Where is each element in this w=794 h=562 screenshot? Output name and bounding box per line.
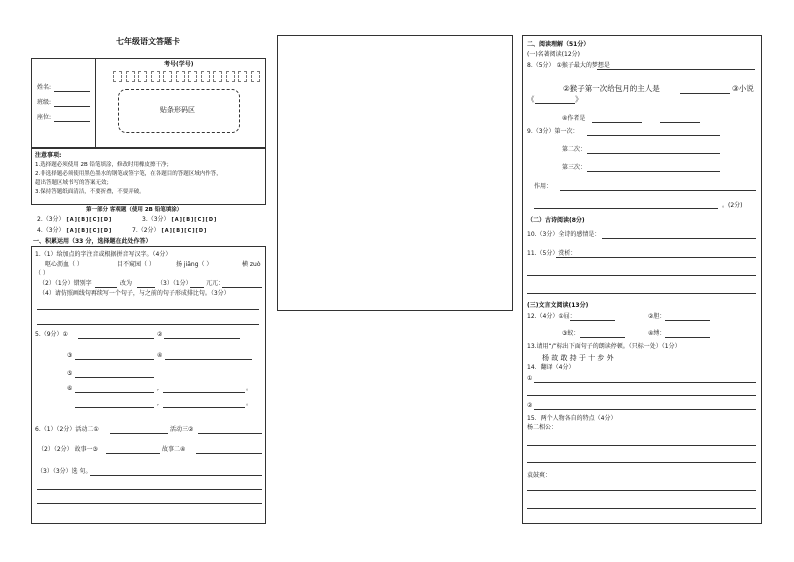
q10-field[interactable] — [602, 238, 756, 239]
q4-label — [37, 227, 112, 235]
q8-book-close: 》 — [575, 95, 583, 104]
q6-2-field-a[interactable] — [106, 453, 160, 454]
sub2-heading: （二）古诗阅读(8分) — [527, 217, 585, 224]
q5-field-7[interactable] — [163, 392, 245, 393]
q1-4-line-2[interactable] — [37, 324, 259, 325]
q5-m3: ③ — [67, 352, 73, 359]
note-line-1: 1.选择题必须使用 2B 铅笔填涂，修改时用橡皮擦干净； — [35, 162, 173, 168]
q11-line-3[interactable] — [527, 293, 756, 294]
seat-field[interactable] — [54, 121, 90, 122]
q13-sentence[interactable]: 杨 故 敢 持 于 十 步 外 — [542, 354, 614, 362]
q6-1-field-b[interactable] — [198, 433, 262, 434]
q8-field-1[interactable] — [597, 69, 755, 70]
q6-1-label: 6.（1）（2分）活动二① — [35, 426, 99, 433]
q9-field-3[interactable] — [587, 171, 720, 172]
q5-period-1: 。 — [246, 385, 253, 392]
q5-period-2: 。 — [246, 400, 253, 407]
q15-line-3[interactable] — [527, 490, 756, 491]
q6-3-label: （3）（3分）选 句。 — [37, 468, 92, 475]
q12-field-4[interactable] — [665, 337, 710, 338]
q15-line-4[interactable] — [527, 508, 756, 509]
q1-4-text: （4）请仿照画线句再续写一个句子，与之前的句子形成排比句。（3分） — [39, 290, 230, 297]
q5-field-6[interactable] — [75, 392, 154, 393]
q5-field-4[interactable] — [165, 359, 252, 360]
q14-label: 14．翻译（4分） — [527, 364, 575, 371]
q5-label: 5.（9分）① — [35, 331, 68, 338]
q1-2-field-a[interactable] — [95, 287, 117, 288]
exam-number-cell[interactable] — [138, 71, 147, 82]
q12-label-b: ②胆： — [648, 313, 666, 320]
section1-heading: 一、积累运用（33 分，选择题在此处作答） — [33, 238, 152, 245]
q3-bubbles[interactable]: [A][B][C][D] — [171, 217, 218, 223]
middle-answer-box[interactable] — [277, 35, 513, 311]
q4-text: 4.（3分） — [37, 227, 65, 234]
q9-score: 。(2分) — [722, 202, 743, 209]
q15-line-2[interactable] — [527, 462, 756, 463]
q9-use-label: 作用： — [534, 183, 553, 190]
q1-3-label-b: 兀兀： — [206, 280, 225, 287]
q14-mark-1: ① — [527, 375, 533, 382]
seat-label: 座位: — [37, 114, 52, 121]
q11-label: 11.（5分）赏析： — [527, 250, 577, 257]
q15-label: 15．两个人物各自的特点（4分） — [527, 415, 617, 422]
q5-comma-2: , — [157, 400, 159, 407]
q8-field-3[interactable] — [535, 103, 575, 104]
q12-field-3[interactable] — [580, 337, 625, 338]
q12-label-d: ④缚： — [648, 330, 666, 337]
q9-label-3: 第三次： — [562, 164, 587, 171]
q5-field-3[interactable] — [75, 359, 154, 360]
q7-label — [132, 227, 207, 235]
q10-label: 10.（3分）全诗的感情是： — [527, 231, 601, 238]
note-line-4: 3.保持答题纸面清洁，不要折叠，不要弄破。 — [35, 189, 145, 195]
q8-label: 8.（5分） ①猴子最大的梦想是 — [527, 62, 610, 69]
q6-3-line-2[interactable] — [37, 489, 262, 490]
q9-label: 9.（3分）第一次： — [527, 128, 579, 135]
q9-field-1[interactable] — [587, 135, 720, 136]
q1-word-1: 呕心沥血（ ） — [45, 261, 83, 268]
q14-line-2[interactable] — [527, 395, 756, 396]
note-line-2: 2.非选择题必须使用黑色墨水的钢笔或签字笔，在各题目的答题区域内作答， — [35, 171, 222, 177]
q12-field-2[interactable] — [665, 320, 710, 321]
exam-number-cell[interactable] — [126, 71, 135, 82]
name-field[interactable] — [54, 91, 90, 92]
part1-heading: 第一部分 客观题（使用 2B 铅笔填涂） — [86, 207, 183, 213]
q9-field-2[interactable] — [587, 153, 720, 154]
q1-3-field-b[interactable] — [222, 287, 262, 288]
q12-field-1[interactable] — [570, 320, 615, 321]
q11-line-2[interactable] — [527, 275, 756, 276]
sub1-heading: (一)名著阅读(12分) — [527, 51, 580, 58]
q11-line-1[interactable] — [556, 257, 756, 258]
q14-mark-2: ② — [527, 402, 533, 409]
q1-word-2: 目不窥园（ ） — [117, 261, 155, 268]
q8-field-4[interactable] — [592, 122, 642, 123]
q8-book-open: 《 — [527, 95, 535, 104]
q5-field-1[interactable] — [78, 338, 154, 339]
q6-3-line-3[interactable] — [37, 503, 262, 504]
section2-heading: 二、阅读理解（51分） — [527, 41, 590, 48]
q15-line-1[interactable] — [527, 445, 756, 446]
exam-number-cell[interactable] — [238, 71, 247, 82]
q2-bubbles[interactable]: [A][B][C][D] — [66, 217, 113, 223]
q8-field-5[interactable] — [660, 122, 700, 123]
q1-2-field-b[interactable] — [137, 287, 155, 288]
note-line-3: 超出答题区域书写的答案无效； — [35, 180, 113, 186]
exam-number-cell[interactable] — [176, 71, 185, 82]
barcode-label: 贴条形码区 — [160, 106, 195, 114]
q1-word-4-paren: （ ） — [35, 270, 49, 277]
q9-label-2: 第二次： — [562, 146, 587, 153]
exam-number-cell[interactable] — [213, 71, 222, 82]
q1-word-3: 扬 jiāng（ ） — [176, 261, 213, 268]
q5-m4: ④ — [157, 352, 163, 359]
exam-number-cell[interactable] — [251, 71, 260, 82]
q5-field-2[interactable] — [164, 338, 240, 339]
q3-text: 3.（3分） — [142, 216, 170, 223]
q1-3-label: （3）（1分） — [157, 280, 192, 287]
q5-field-8[interactable] — [75, 407, 154, 408]
q12-label-a: 12.（4分）①屈： — [527, 313, 576, 320]
q4-bubbles[interactable]: [A][B][C][D] — [66, 228, 113, 234]
q5-field-9[interactable] — [163, 407, 245, 408]
exam-number-cell[interactable] — [201, 71, 210, 82]
q7-text: 7.（2分） — [132, 227, 160, 234]
q9-use-line-2[interactable] — [534, 208, 718, 209]
q1-word-4: 横 zuò — [242, 261, 261, 268]
sub3-heading: (三)文言文阅读(13分) — [527, 302, 589, 309]
class-field[interactable] — [54, 106, 90, 107]
q1-2-label: （2）（1分）错别字 — [39, 280, 92, 287]
q13-label: 13.请用“/”标出下面句子的朗读停顿。（只标一处）（1分） — [527, 343, 681, 350]
q5-m2: ② — [157, 331, 163, 338]
q6-3-line-1[interactable] — [90, 475, 262, 476]
q5-field-5[interactable] — [75, 377, 154, 378]
exam-number-cell[interactable] — [113, 71, 122, 82]
info-divider — [95, 58, 96, 148]
q3-label — [142, 216, 217, 224]
q15-person-a: 杨二相公： — [527, 424, 558, 431]
q7-bubbles[interactable]: [A][B][C][D] — [161, 228, 208, 234]
q5-comma: , — [157, 385, 159, 392]
q9-use-line-1[interactable] — [560, 190, 756, 191]
exam-number-label: 考号(学号) — [164, 61, 194, 68]
class-label: 班级: — [37, 99, 52, 106]
notes-heading: 注意事项: — [35, 152, 62, 159]
q1-1-text: 1.（1）给加点的字注音或根据拼音写汉字。（4分） — [35, 251, 172, 258]
q14-line-3[interactable] — [534, 409, 756, 410]
exam-number-cell[interactable] — [151, 71, 160, 82]
section2-answer-box — [522, 35, 762, 524]
q8-field-2[interactable] — [680, 93, 730, 94]
q5-m5: ⑤ — [67, 370, 73, 377]
q2-text: 2.（3分） — [37, 216, 65, 223]
q1-3-field-a[interactable] — [190, 287, 204, 288]
q6-1-label-b: 活动三② — [170, 426, 194, 433]
q6-2-field-b[interactable] — [196, 453, 262, 454]
q6-1-field-a[interactable] — [110, 433, 168, 434]
page-title: 七年级语文答题卡 — [116, 37, 180, 46]
exam-number-cell[interactable] — [226, 71, 235, 82]
exam-number-cell[interactable] — [188, 71, 197, 82]
q14-line-1[interactable] — [534, 382, 756, 383]
q1-2-label-b: 改为 — [120, 280, 133, 287]
exam-number-cell[interactable] — [163, 71, 172, 82]
q8-author-label: ④作者是 — [562, 115, 586, 122]
q12-label-c: ③蚁： — [562, 330, 580, 337]
q1-4-line-1[interactable] — [37, 309, 259, 310]
q8-text-3: ③小说 — [732, 84, 754, 93]
q5-m6: ⑥ — [67, 385, 73, 392]
name-label: 姓名: — [37, 84, 52, 91]
q2-label — [37, 216, 112, 224]
q6-2-label: （2）（2分） 故事一③ — [38, 446, 98, 453]
q8-text-2: ②猴子第一次给包月的主人是 — [563, 84, 660, 93]
q15-person-b: 袁鼓爽： — [527, 472, 552, 479]
q6-2-label-b: 故事二④ — [162, 446, 186, 453]
